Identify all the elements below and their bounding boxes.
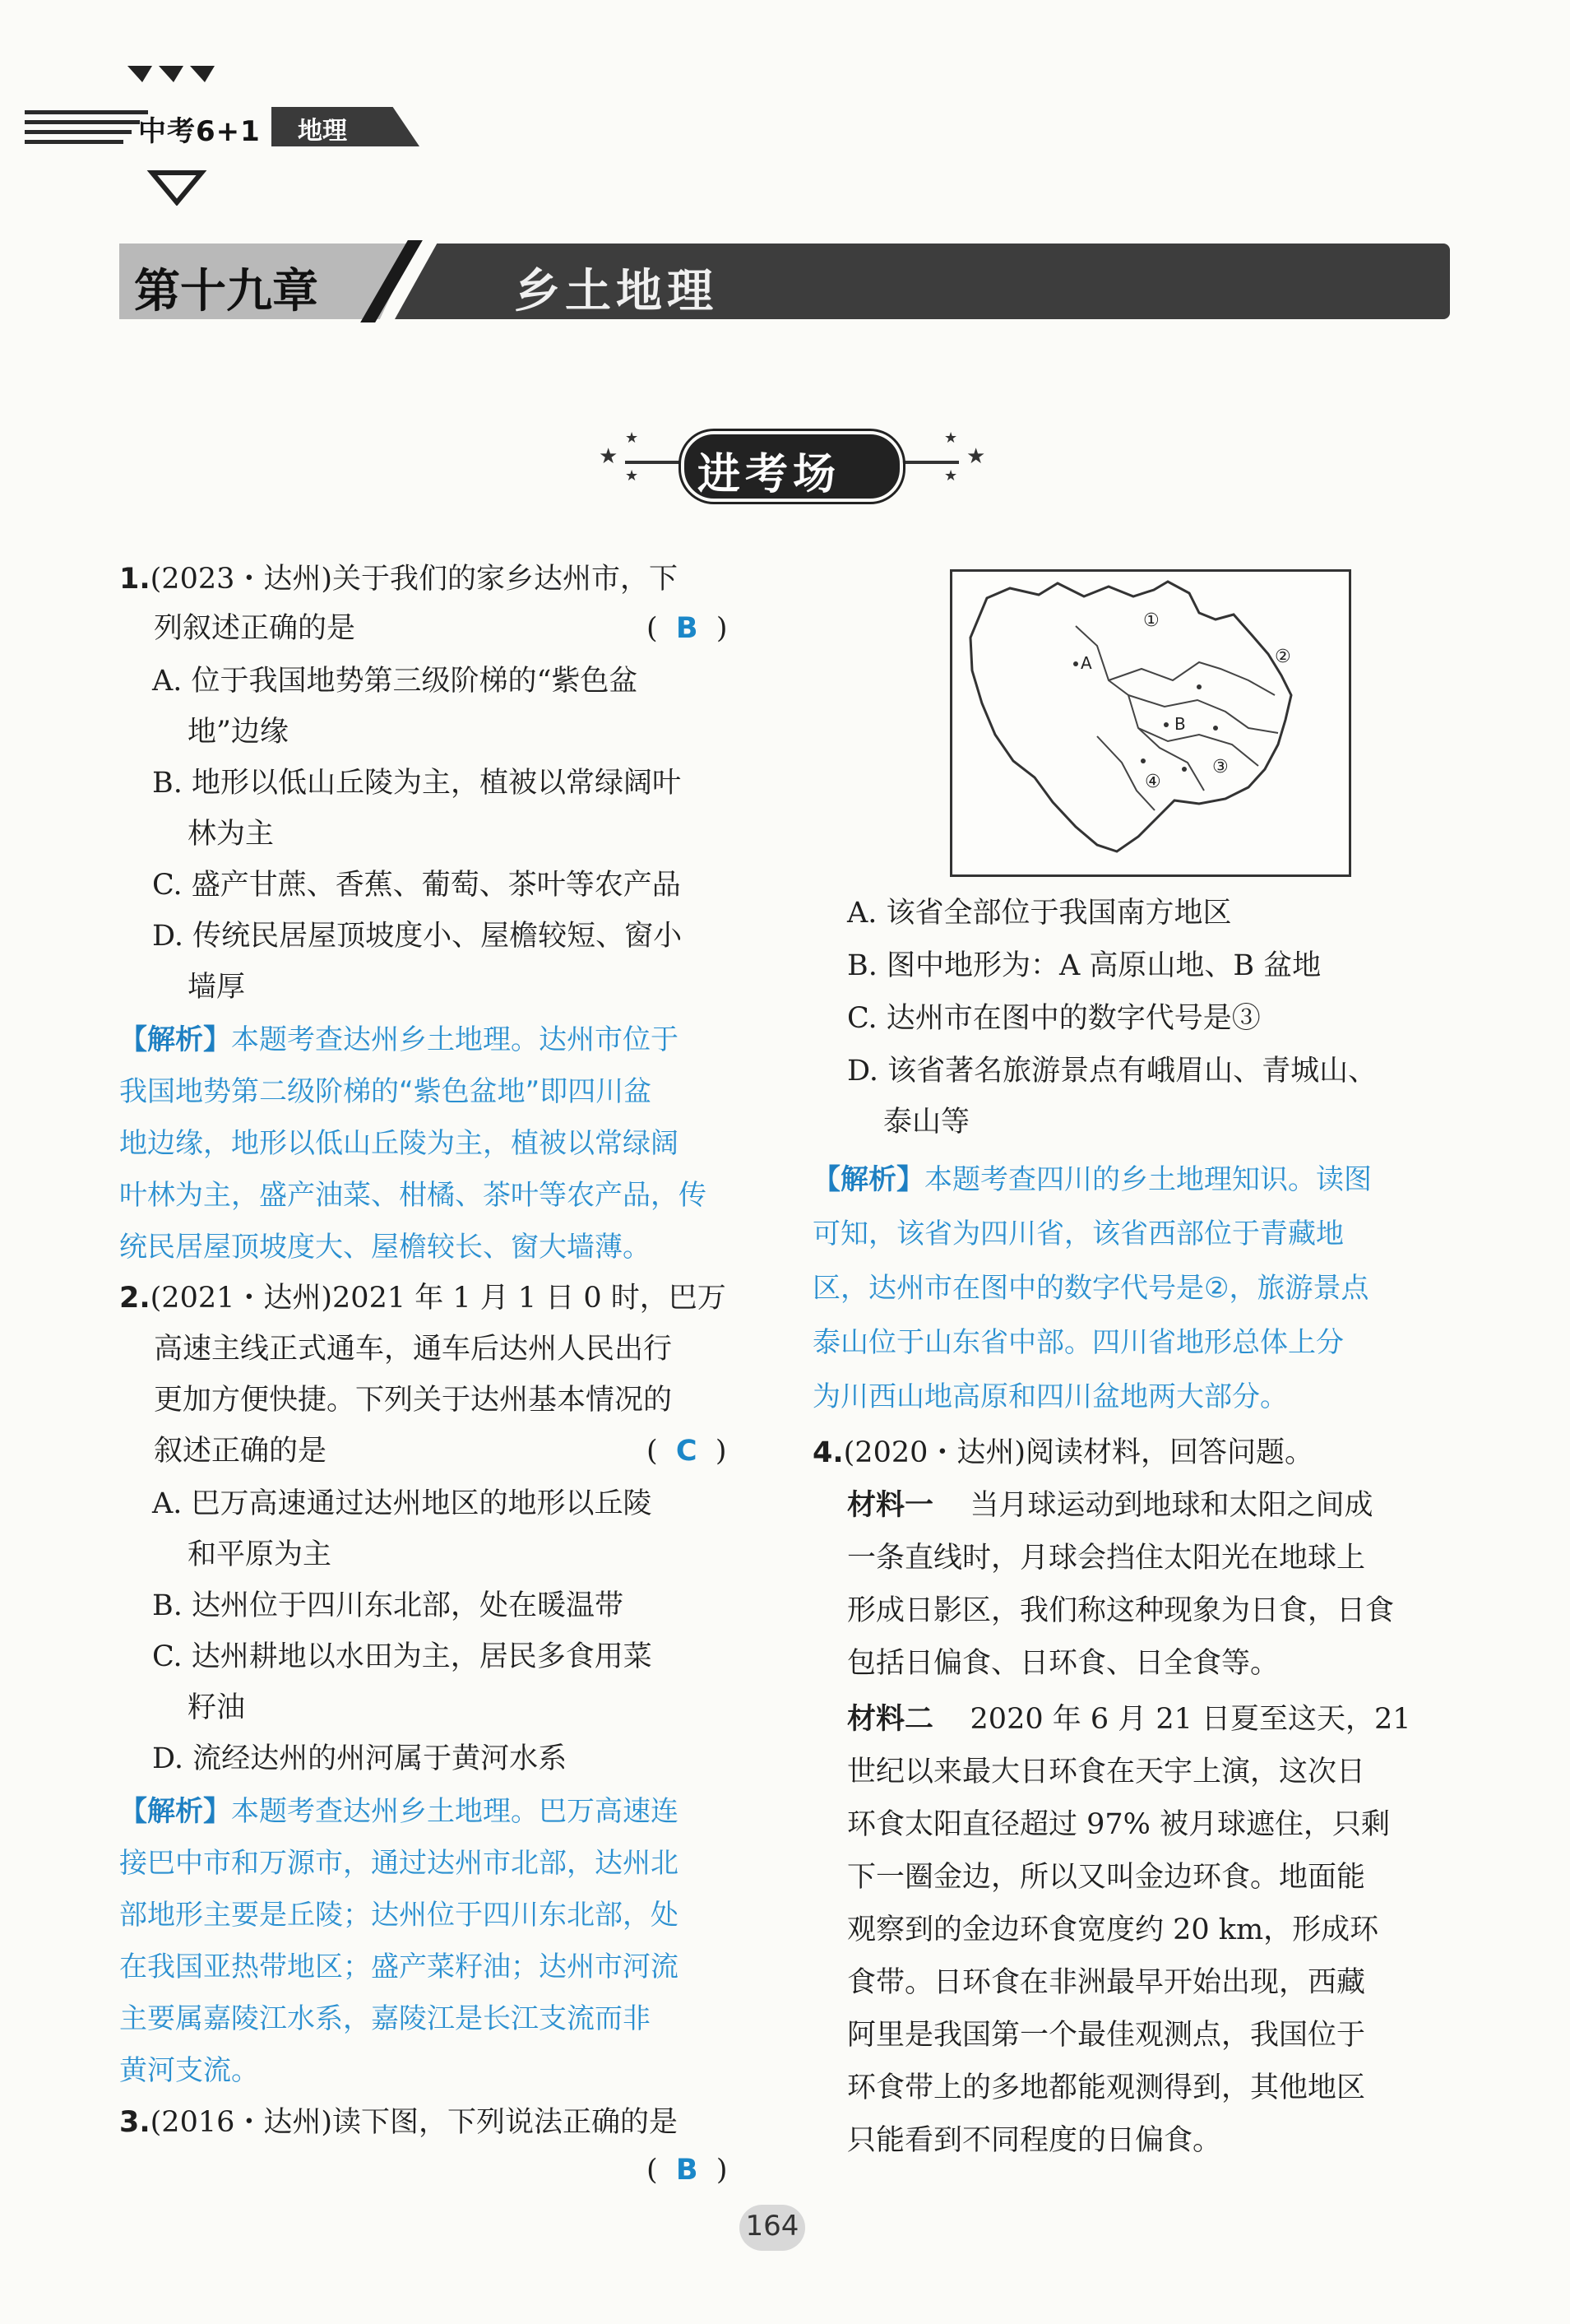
material-2-line: 只能看到不同程度的日偏食。: [847, 2124, 1222, 2157]
material-1-line: 一条直线时，月球会挡住太阳光在地球上: [847, 1542, 1366, 1575]
question-3-stem: 3.(2016・达州)读下图，下列说法正确的是: [119, 2106, 678, 2139]
chapter-title: 乡土地理: [514, 264, 718, 318]
section-badge: [592, 428, 1003, 502]
material-1: 材料一 当月球运动到地球和太阳之间成: [847, 1488, 1373, 1522]
question-3-explanation: 【解析】本题考查四川的乡土地理知识。读图: [813, 1163, 1372, 1196]
question-2-option-c: C. 达州耕地以水田为主，居民多食用菜: [152, 1640, 652, 1673]
material-2: 材料二 2020 年 6 月 21 日夏至这天，21: [847, 1702, 1411, 1736]
question-3-explanation-line: 区，达州市在图中的数字代号是②，旅游景点: [813, 1272, 1369, 1305]
question-3-option-d: D. 该省著名旅游景点有峨眉山、青城山、: [847, 1055, 1378, 1088]
question-1-option-b: B. 地形以低山丘陵为主，植被以常绿阔叶: [152, 767, 681, 800]
question-2-option-c-cont: 籽油: [188, 1691, 246, 1724]
material-2-line: 环食太阳直径超过 97% 被月球遮住，只剩: [847, 1808, 1391, 1841]
star-icon: ★: [944, 429, 958, 447]
material-2-line: 下一圈金边，所以又叫金边环食。地面能: [847, 1861, 1366, 1894]
material-2-line: 世纪以来最大日环食在天宇上演，这次日: [847, 1756, 1366, 1788]
question-number: 1.: [119, 563, 151, 596]
question-3-option-d-cont: 泰山等: [883, 1106, 970, 1139]
question-2-explanation-line: 接巴中市和万源市，通过达州市北部，达州北: [119, 1847, 678, 1880]
chapter-banner: [119, 244, 1450, 319]
question-3-explanation-line: 泰山位于山东省中部。四川省地形总体上分: [813, 1326, 1344, 1359]
map-label-a: A: [1081, 653, 1092, 673]
material-1-label: 材料一: [847, 1488, 934, 1522]
material-2-line: 环食带上的多地都能观测得到，其他地区: [847, 2071, 1366, 2104]
question-2-stem-cont: 更加方便快捷。下列关于达州基本情况的: [154, 1384, 673, 1417]
question-2-explanation-line: 黄河支流。: [119, 2054, 259, 2087]
question-2-explanation-line: 部地形主要是丘陵；达州位于四川东北部，处: [119, 1899, 678, 1932]
question-1-explanation-line: 统民居屋顶坡度大、屋檐较长、窗大墙薄。: [119, 1231, 651, 1264]
question-3-explanation-line: 可知，该省为四川省，该省西部位于青藏地: [813, 1218, 1344, 1250]
star-icon: ★: [625, 467, 639, 485]
question-1-option-d: D. 传统民居屋顶坡度小、屋檐较短、窗小: [152, 920, 683, 953]
question-3-option-b: B. 图中地形为：A 高原山地、B 盆地: [847, 949, 1322, 982]
question-1-stem-cont: 列叙述正确的是: [154, 612, 356, 645]
question-1-option-c: C. 盛产甘蔗、香蕉、葡萄、茶叶等农产品: [152, 869, 681, 902]
star-icon: ★: [599, 444, 618, 469]
question-1-explanation-line: 叶林为主，盛产油菜、柑橘、茶叶等农产品，传: [119, 1179, 706, 1212]
question-2-answer: ( C ): [646, 1435, 727, 1468]
star-icon: ★: [966, 444, 986, 469]
question-2-option-a: A. 巴万高速通过达州地区的地形以丘陵: [152, 1487, 652, 1520]
question-1-stem: 1.(2023・达州)关于我们的家乡达州市，下: [119, 563, 678, 596]
material-1-line: 形成日影区，我们称这种现象为日食，日食: [847, 1594, 1395, 1627]
series-name: 中考6+1: [138, 115, 261, 148]
material-2-line: 观察到的金边环食宽度约 20 km，形成环: [847, 1913, 1379, 1946]
map-label-2: ②: [1275, 647, 1291, 667]
question-3-explanation-line: 为川西山地高原和四川盆地两大部分。: [813, 1380, 1288, 1413]
question-3-option-a: A. 该省全部位于我国南方地区: [847, 897, 1232, 930]
question-4-stem: 4.(2020・达州)阅读材料，回答问题。: [813, 1436, 1314, 1469]
chapter-number: 第十九章: [134, 264, 318, 318]
question-3-option-c: C. 达州市在图中的数字代号是③: [847, 1002, 1261, 1035]
question-2-option-d: D. 流经达州的州河属于黄河水系: [152, 1742, 567, 1775]
question-2-option-a-cont: 和平原为主: [188, 1538, 332, 1571]
question-3-answer: ( B ): [646, 2154, 728, 2187]
question-2-option-b: B. 达州位于四川东北部，处在暖温带: [152, 1589, 623, 1622]
star-icon: ★: [625, 429, 639, 447]
question-1-option-a: A. 位于我国地势第三级阶梯的“紫色盆: [152, 665, 638, 698]
map-label-1: ①: [1143, 610, 1160, 631]
question-2-stem-cont: 高速主线正式通车，通车后达州人民出行: [154, 1333, 673, 1366]
question-1-explanation: 【解析】本题考查达州乡土地理。达州市位于: [119, 1023, 678, 1056]
question-1-option-b-cont: 林为主: [188, 818, 275, 851]
material-1-line: 包括日偏食、日环食、日全食等。: [847, 1647, 1280, 1680]
section-title: 进考场: [697, 450, 841, 499]
map-label-b: B: [1174, 714, 1186, 734]
question-1-option-a-cont: 地”边缘: [188, 716, 289, 749]
question-1-explanation-line: 我国地势第二级阶梯的“紫色盆地”即四川盆: [119, 1075, 652, 1108]
province-outline-icon: [952, 572, 1349, 874]
material-2-line: 食带。日环食在非洲最早开始出现，西藏: [847, 1966, 1366, 1999]
sichuan-map: [950, 569, 1351, 877]
question-2-explanation-line: 主要属嘉陵江水系，嘉陵江是长江支流而非: [119, 2002, 651, 2035]
question-2-explanation-line: 在我国亚热带地区；盛产菜籽油；达州市河流: [119, 1951, 678, 1983]
subject-label: 地理: [298, 117, 347, 146]
question-1-explanation-line: 地边缘，地形以低山丘陵为主，植被以常绿阔: [119, 1127, 678, 1160]
star-icon: ★: [944, 467, 958, 485]
question-2-explanation: 【解析】本题考查达州乡土地理。巴万高速连: [119, 1795, 678, 1828]
question-1-answer: ( B ): [646, 612, 728, 645]
map-label-4: ④: [1145, 772, 1161, 792]
question-2-stem: 2.(2021・达州)2021 年 1 月 1 日 0 时，巴万: [119, 1282, 726, 1315]
question-2-stem-cont: 叙述正确的是: [154, 1435, 327, 1468]
page-number: 164: [745, 2210, 799, 2243]
material-2-label: 材料二: [847, 1702, 934, 1736]
map-label-3: ③: [1212, 757, 1229, 777]
material-2-line: 阿里是我国第一个最佳观测点，我国位于: [847, 2019, 1366, 2052]
question-1-option-d-cont: 墙厚: [188, 971, 246, 1004]
